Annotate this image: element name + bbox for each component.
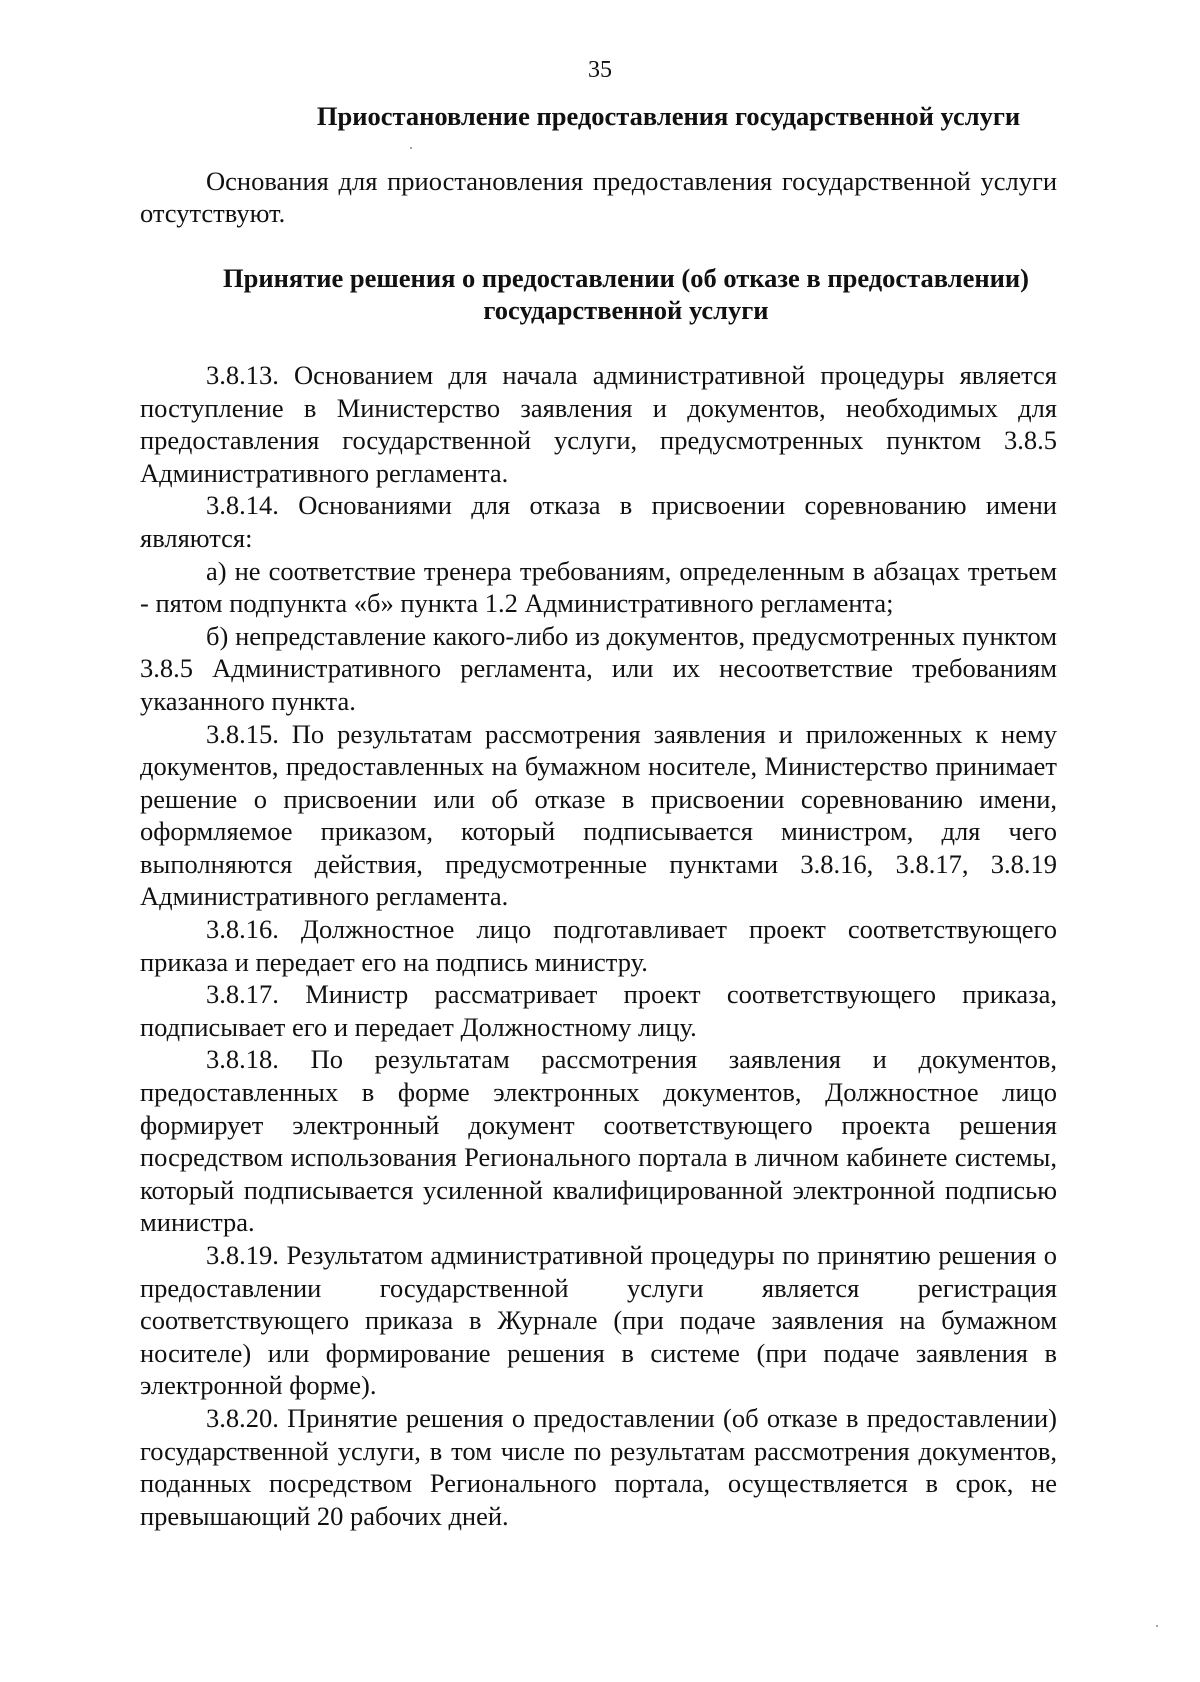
paragraph-3-8-17: 3.8.17. Министр рассматривает проект соответствующего приказа, подписывает его и передает Должностному лицу. — [140, 979, 1057, 1042]
paragraph-3-8-19: 3.8.19. Результатом административной процедуры по принятию решения о предоставлении государственной услуги является регистрация соответствующего приказа в Журнале (при подаче заявления на бумажном носителе) или формирование решения в системе (при подаче заявления в электронной форме). — [140, 1240, 1057, 1401]
spacer — [140, 230, 1057, 262]
paragraph-3-8-16: 3.8.16. Должностное лицо подготавливает проект соответствующего приказа и передает его на подпись министру. — [140, 914, 1057, 977]
paragraph-item-a: а) не соответствие тренера требованиям, определенным в абзацах третьем - пятом подпункта «б» пункта 1.2 Административного регламента; — [140, 555, 1057, 619]
spacer — [140, 133, 1057, 165]
paragraph-3-8-15: 3.8.15. По результатам рассмотрения заявления и приложенных к нему документов, предоставленных на бумажном носителе, Министерство принимает решение о присвоении или об отказе в присвоении соревнованию имени, оформляемое приказом, который подписывается министром, для чего выполняются действия, предусмотренные пунктами 3.8.16, 3.8.17, 3.8.19 Административного регламента. — [140, 718, 1057, 912]
page-content — [140, 100, 1057, 1532]
scan-speck — [410, 147, 412, 149]
section-heading-suspension: Приостановление предоставления государственной услуги — [316, 101, 1021, 131]
paragraph: Основания для приостановления предоставления государственной услуги отсутствуют. — [140, 165, 1057, 229]
paragraph-3-8-18: 3.8.18. По результатам рассмотрения заявления и документов, предоставленных в форме электронных документов, Должностное лицо формирует электронный документ соответствующего проекта решения посредством использования Регионального портала в личном кабинете системы, который подписывается усиленной квалифицированной электронной подписью министра. — [140, 1044, 1057, 1238]
paragraph-3-8-14: 3.8.14. Основаниями для отказа в присвоении соревнованию имени являются: — [140, 490, 1057, 553]
spacer — [140, 327, 1057, 359]
page-number: 35 — [588, 57, 612, 83]
paragraph-3-8-13: 3.8.13. Основанием для начала административной процедуры является поступление в Министерство заявления и документов, необходимых для предоставления государственной услуги, предусмотренных пунктом 3.8.5 Административного регламента. — [140, 359, 1057, 488]
section-heading-decision: Принятие решения о предоставлении (об отказе в предоставлении) государственной услуги — [223, 262, 1029, 326]
paragraph-3-8-20: 3.8.20. Принятие решения о предоставлении (об отказе в предоставлении) государственной услуги, в том числе по результатам рассмотрения документов, поданных посредством Регионального портала, осуществляется в срок, не превышающий 20 рабочих дней. — [140, 1402, 1057, 1531]
paragraph-item-b: б) непредставление какого-либо из документов, предусмотренных пунктом 3.8.5 Административного регламента, или их несоответствие требованиям указанного пункта. — [140, 620, 1057, 716]
scan-speck — [1156, 1625, 1158, 1627]
